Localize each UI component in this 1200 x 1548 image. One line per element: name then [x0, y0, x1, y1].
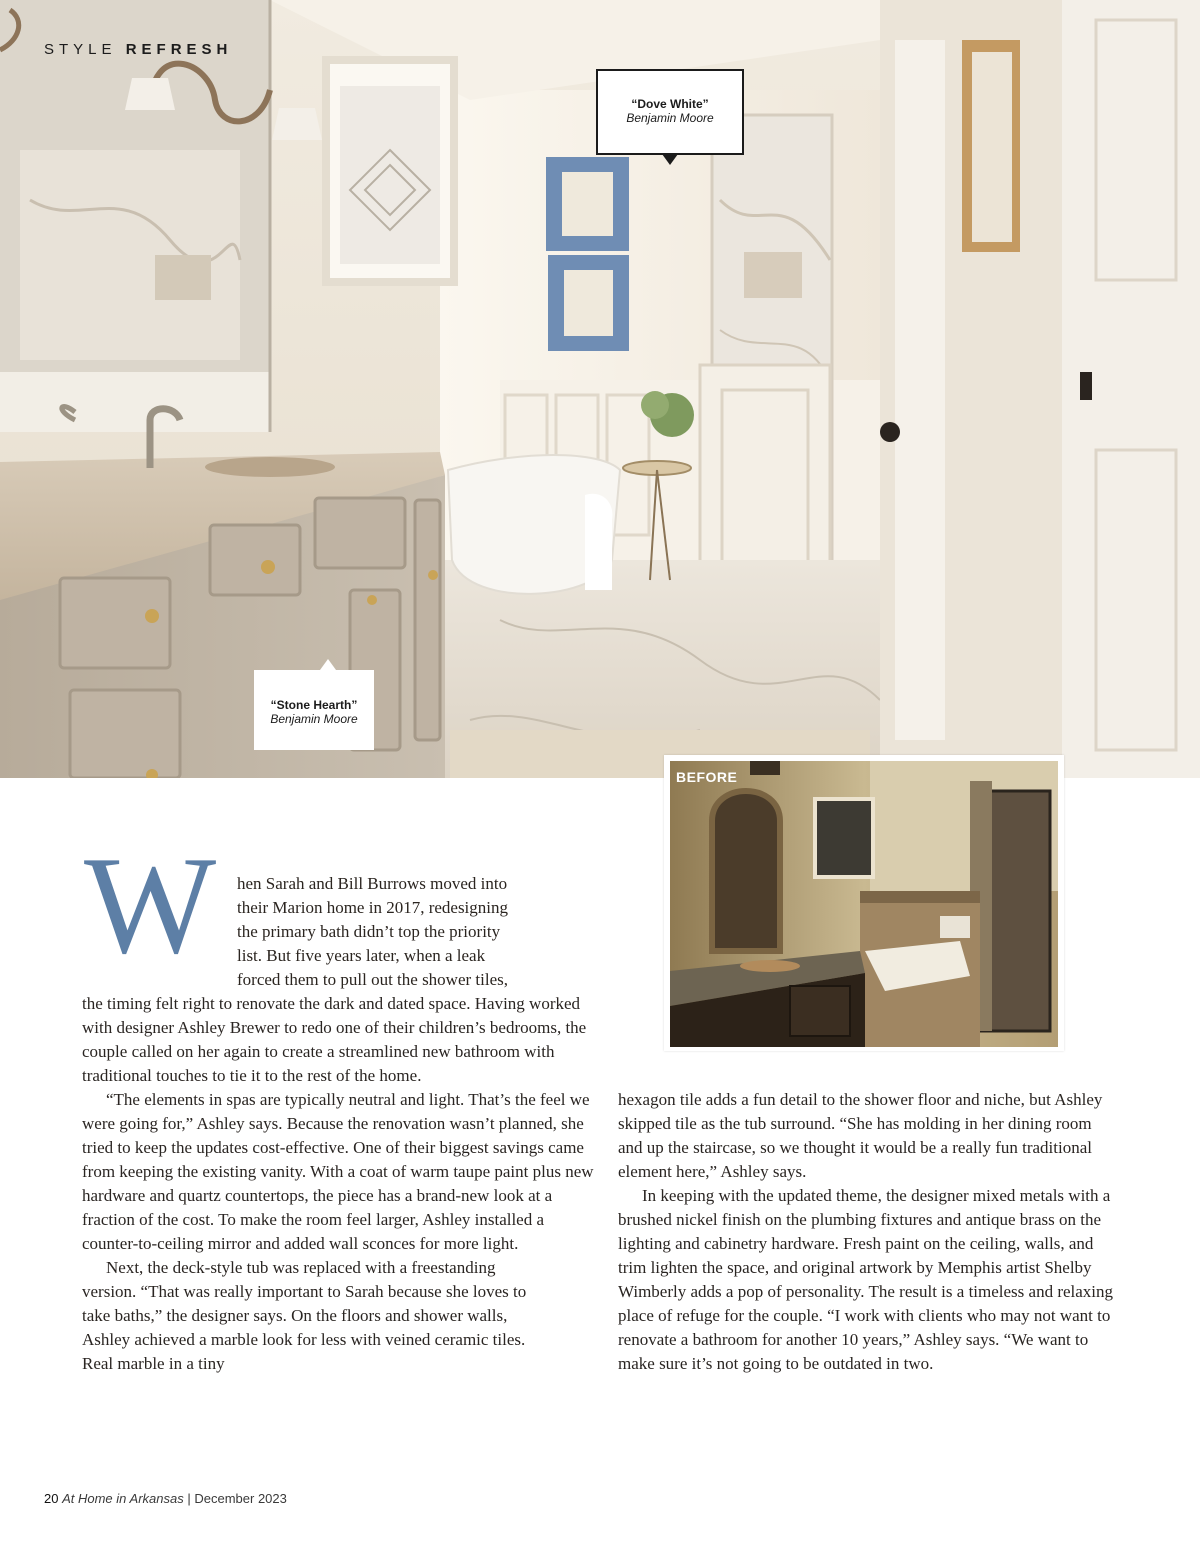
footer-separator: | — [187, 1491, 191, 1506]
paragraph: Next, the deck-style tub was replaced with a freestanding version. “That was really important to Sarah because she loves to take baths,” the designer says. On the floors and shower walls, Ashley achieved a marble look for less with veined ceramic tiles. Real marble in a tiny — [82, 1258, 527, 1373]
paragraph: In keeping with the updated theme, the designer mixed metals with a brushed nickel finish on the plumbing fixtures and antique brass on the lighting and cabinetry hardware. Fresh paint on the ceiling, walls, and trim lighten the space, and original artwork by Memphis artist Shelby Wimberly adds a pop of personality. The result is a timeless and relaxing place of refuge for the couple. “I work with clients who may not want to renovate a bathroom for another 10 years,” Ashley says. “We want to make sure it’s not going to be outdated in two. — [618, 1186, 1114, 1373]
article-column-2 — [618, 1088, 1120, 1376]
lead-line: their Marion home in 2017, redesigning — [237, 898, 509, 917]
paint-callout-stone-hearth — [254, 670, 374, 750]
issue-date: December 2023 — [194, 1491, 287, 1506]
lead-line: list. But five years later, when a leak — [237, 946, 486, 965]
drop-cap: W — [84, 828, 217, 983]
paint-brand: Benjamin Moore — [270, 712, 358, 726]
callout-pointer — [662, 154, 678, 165]
page-footer — [44, 1491, 287, 1506]
article-column-1 — [82, 992, 597, 1376]
lead-line: hen Sarah and Bill Burrows moved into — [237, 874, 508, 893]
lead-line: the primary bath didn’t top the priority — [237, 922, 501, 941]
paragraph: the timing felt right to renovate the dark and dated space. Having worked with designer Ashley Brewer to redo one of their children’s bedrooms, the couple called on her again to create a streamlined new bathroom with traditional touches to tie it to the rest of the home. — [82, 994, 587, 1085]
before-bathroom-illustration — [670, 761, 1058, 1047]
paint-brand: Benjamin Moore — [626, 111, 714, 125]
section-label-bold: REFRESH — [125, 41, 233, 58]
page-number: 20 — [44, 1491, 59, 1506]
before-label: BEFORE — [676, 769, 738, 785]
callout-pointer — [320, 659, 336, 670]
before-photo — [664, 755, 1064, 1051]
magazine-title: At Home in Arkansas — [62, 1491, 184, 1506]
section-label-light: STYLE — [44, 41, 117, 58]
lead-line: forced them to pull out the shower tiles, — [237, 970, 508, 989]
paragraph: “The elements in spas are typically neutral and light. That’s the feel we were going for,” Ashley says. Because the renovation wasn’t planned, she tried to keep the updates cost-effective. One of their biggest savings came from keeping the existing vanity. With a coat of warm taupe paint plus new hardware and quartz countertops, the piece has a brand-new look at a fraction of the cost. To make the room feel larger, Ashley installed a counter-to-ceiling mirror and added wall sconces for more light. — [82, 1090, 594, 1253]
section-label — [44, 41, 232, 58]
paint-name: “Stone Hearth” — [270, 698, 358, 712]
paint-callout-dove-white — [596, 69, 744, 155]
paint-name: “Dove White” — [631, 97, 709, 111]
paragraph: hexagon tile adds a fun detail to the shower floor and niche, but Ashley skipped tile as the tub surround. “She has molding in her dining room and up the staircase, so we thought it would be a really fun traditional element here,” Ashley says. — [618, 1090, 1103, 1181]
